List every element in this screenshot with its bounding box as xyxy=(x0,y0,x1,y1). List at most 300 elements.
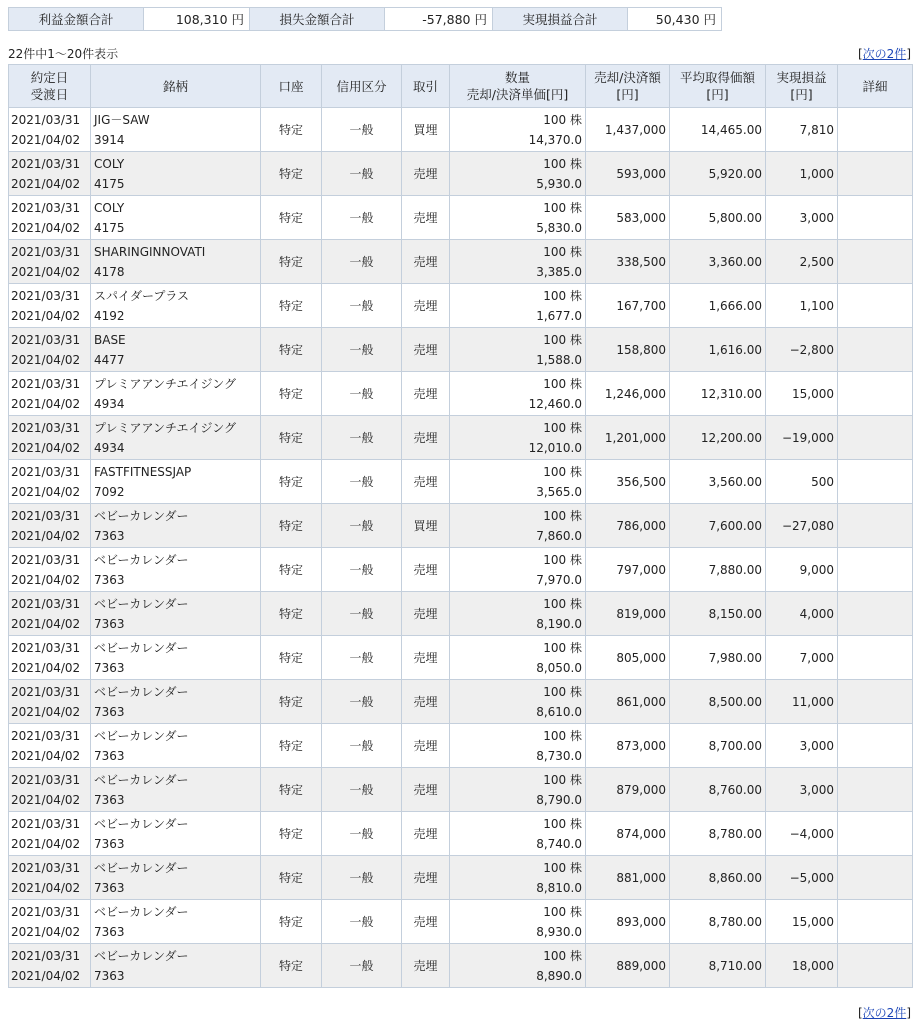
table-row xyxy=(9,372,913,416)
table-row xyxy=(9,328,913,372)
avg-cost-cell: 7,600.00 xyxy=(670,504,766,548)
detail-cell[interactable] xyxy=(838,680,913,724)
quantity: 100 株 xyxy=(543,376,582,391)
quantity: 100 株 xyxy=(543,728,582,743)
stock-name: BASE xyxy=(94,332,126,347)
header-avg xyxy=(670,65,766,108)
detail-cell[interactable] xyxy=(838,944,913,988)
next-page-link[interactable]: 次の2件 xyxy=(862,47,907,61)
unit-price: 1,677.0 xyxy=(536,308,582,323)
settle-date: 2021/04/02 xyxy=(11,132,81,147)
account-cell: 特定 xyxy=(261,900,322,944)
credit-cell: 一般 xyxy=(322,900,402,944)
trade-date: 2021/03/31 xyxy=(11,376,81,391)
realized-pl-cell: −27,080 xyxy=(766,504,838,548)
unit-price: 7,970.0 xyxy=(536,572,582,587)
trade-cell: 売埋 xyxy=(402,328,450,372)
name-cell xyxy=(91,592,261,636)
header-amount-line2: [円] xyxy=(616,87,639,102)
bracket-open: [ xyxy=(857,47,863,61)
unit-price: 14,370.0 xyxy=(528,132,582,147)
avg-cost-cell: 14,465.00 xyxy=(670,108,766,152)
quantity: 100 株 xyxy=(543,244,582,259)
quantity: 100 株 xyxy=(543,420,582,435)
quantity: 100 株 xyxy=(543,112,582,127)
avg-cost-cell: 8,150.00 xyxy=(670,592,766,636)
date-cell xyxy=(9,944,91,988)
bracket-close: ] xyxy=(906,1006,911,1020)
account-cell: 特定 xyxy=(261,636,322,680)
header-avg-line1: 平均取得価額 xyxy=(679,70,755,85)
trade-cell: 買埋 xyxy=(402,108,450,152)
header-credit: 信用区分 xyxy=(322,65,402,108)
detail-cell[interactable] xyxy=(838,152,913,196)
trade-date: 2021/03/31 xyxy=(11,684,81,699)
quantity: 100 株 xyxy=(543,772,582,787)
quantity: 100 株 xyxy=(543,948,582,963)
realized-pl-cell: −5,000 xyxy=(766,856,838,900)
stock-name: ベビーカレンダー xyxy=(94,596,189,611)
stock-code: 7092 xyxy=(94,484,125,499)
account-cell: 特定 xyxy=(261,108,322,152)
table-row xyxy=(9,680,913,724)
amount-cell: 805,000 xyxy=(586,636,670,680)
settle-date: 2021/04/02 xyxy=(11,528,81,543)
settle-date: 2021/04/02 xyxy=(11,616,81,631)
realized-pl-cell: 15,000 xyxy=(766,372,838,416)
realized-total-label: 実現損益合計 xyxy=(493,8,628,31)
avg-cost-cell: 8,500.00 xyxy=(670,680,766,724)
pagination-bottom xyxy=(858,1004,911,1021)
name-cell xyxy=(91,196,261,240)
qty-cell xyxy=(450,944,586,988)
trade-history-table xyxy=(8,64,913,988)
settle-date: 2021/04/02 xyxy=(11,308,81,323)
name-cell xyxy=(91,680,261,724)
stock-code: 7363 xyxy=(94,572,125,587)
amount-cell: 889,000 xyxy=(586,944,670,988)
trade-date: 2021/03/31 xyxy=(11,860,81,875)
avg-cost-cell: 7,980.00 xyxy=(670,636,766,680)
date-cell xyxy=(9,416,91,460)
credit-cell: 一般 xyxy=(322,284,402,328)
settle-date: 2021/04/02 xyxy=(11,220,81,235)
qty-cell xyxy=(450,592,586,636)
unit-price: 5,830.0 xyxy=(536,220,582,235)
date-cell xyxy=(9,768,91,812)
stock-code: 7363 xyxy=(94,528,125,543)
settle-date: 2021/04/02 xyxy=(11,792,81,807)
qty-cell xyxy=(450,504,586,548)
trade-cell: 売埋 xyxy=(402,284,450,328)
realized-pl-cell: 7,810 xyxy=(766,108,838,152)
date-cell xyxy=(9,548,91,592)
bracket-open: [ xyxy=(857,1006,863,1020)
loss-total-label: 損失金額合計 xyxy=(250,8,385,31)
detail-cell[interactable] xyxy=(838,812,913,856)
realized-pl-cell: 1,100 xyxy=(766,284,838,328)
realized-pl-cell: 15,000 xyxy=(766,900,838,944)
credit-cell: 一般 xyxy=(322,724,402,768)
avg-cost-cell: 8,860.00 xyxy=(670,856,766,900)
amount-cell: 1,201,000 xyxy=(586,416,670,460)
header-pl-line1: 実現損益 xyxy=(776,70,827,85)
quantity: 100 株 xyxy=(543,904,582,919)
settle-date: 2021/04/02 xyxy=(11,176,81,191)
credit-cell: 一般 xyxy=(322,416,402,460)
amount-cell: 158,800 xyxy=(586,328,670,372)
unit-price: 1,588.0 xyxy=(536,352,582,367)
unit-price: 12,460.0 xyxy=(528,396,582,411)
trade-date: 2021/03/31 xyxy=(11,772,81,787)
name-cell xyxy=(91,240,261,284)
credit-cell: 一般 xyxy=(322,592,402,636)
quantity: 100 株 xyxy=(543,816,582,831)
avg-cost-cell: 5,800.00 xyxy=(670,196,766,240)
loss-total-value: -57,880 円 xyxy=(385,8,493,31)
trade-cell: 売埋 xyxy=(402,856,450,900)
date-cell xyxy=(9,372,91,416)
trade-date: 2021/03/31 xyxy=(11,816,81,831)
date-cell xyxy=(9,724,91,768)
quantity: 100 株 xyxy=(543,508,582,523)
quantity: 100 株 xyxy=(543,332,582,347)
qty-cell xyxy=(450,108,586,152)
account-cell: 特定 xyxy=(261,196,322,240)
name-cell xyxy=(91,416,261,460)
amount-cell: 819,000 xyxy=(586,592,670,636)
profit-total-value: 108,310 円 xyxy=(144,8,250,31)
stock-code: 7363 xyxy=(94,968,125,983)
date-cell xyxy=(9,152,91,196)
stock-name: プレミアアンチエイジング xyxy=(94,420,237,435)
realized-pl-cell: −19,000 xyxy=(766,416,838,460)
name-cell xyxy=(91,856,261,900)
stock-name: ベビーカレンダー xyxy=(94,684,189,699)
date-cell xyxy=(9,284,91,328)
quantity: 100 株 xyxy=(543,464,582,479)
account-cell: 特定 xyxy=(261,416,322,460)
stock-code: 4192 xyxy=(94,308,125,323)
settle-date: 2021/04/02 xyxy=(11,396,81,411)
date-cell xyxy=(9,504,91,548)
realized-pl-cell: 500 xyxy=(766,460,838,504)
trade-date: 2021/03/31 xyxy=(11,332,81,347)
bracket-close: ] xyxy=(906,47,911,61)
header-qty-line2: 売却/決済単価[円] xyxy=(466,87,569,102)
amount-cell: 786,000 xyxy=(586,504,670,548)
realized-pl-cell: 9,000 xyxy=(766,548,838,592)
header-qty-line1: 数量 xyxy=(504,70,530,85)
account-cell: 特定 xyxy=(261,504,322,548)
trade-date: 2021/03/31 xyxy=(11,728,81,743)
settle-date: 2021/04/02 xyxy=(11,264,81,279)
stock-name: ベビーカレンダー xyxy=(94,728,189,743)
table-row xyxy=(9,240,913,284)
name-cell xyxy=(91,460,261,504)
amount-cell: 879,000 xyxy=(586,768,670,812)
account-cell: 特定 xyxy=(261,240,322,284)
unit-price: 8,890.0 xyxy=(536,968,582,983)
amount-cell: 593,000 xyxy=(586,152,670,196)
settle-date: 2021/04/02 xyxy=(11,484,81,499)
stock-code: 4175 xyxy=(94,220,125,235)
trade-date: 2021/03/31 xyxy=(11,508,81,523)
trade-cell: 売埋 xyxy=(402,152,450,196)
date-cell xyxy=(9,636,91,680)
account-cell: 特定 xyxy=(261,548,322,592)
amount-cell: 338,500 xyxy=(586,240,670,284)
detail-cell[interactable] xyxy=(838,372,913,416)
detail-cell[interactable] xyxy=(838,416,913,460)
credit-cell: 一般 xyxy=(322,240,402,284)
qty-cell xyxy=(450,680,586,724)
amount-cell: 893,000 xyxy=(586,900,670,944)
trade-date: 2021/03/31 xyxy=(11,904,81,919)
credit-cell: 一般 xyxy=(322,108,402,152)
detail-cell[interactable] xyxy=(838,460,913,504)
trade-date: 2021/03/31 xyxy=(11,948,81,963)
settle-date: 2021/04/02 xyxy=(11,572,81,587)
date-cell xyxy=(9,108,91,152)
trade-cell: 売埋 xyxy=(402,548,450,592)
stock-code: 7363 xyxy=(94,836,125,851)
table-row xyxy=(9,152,913,196)
pagination-top xyxy=(858,45,911,62)
realized-pl-cell: 18,000 xyxy=(766,944,838,988)
quantity: 100 株 xyxy=(543,200,582,215)
credit-cell: 一般 xyxy=(322,328,402,372)
detail-cell[interactable] xyxy=(838,328,913,372)
amount-cell: 861,000 xyxy=(586,680,670,724)
unit-price: 3,385.0 xyxy=(536,264,582,279)
date-cell xyxy=(9,328,91,372)
stock-code: 7363 xyxy=(94,792,125,807)
detail-cell[interactable] xyxy=(838,900,913,944)
result-count-text: 22件中1～20件表示 xyxy=(8,47,119,61)
amount-cell: 356,500 xyxy=(586,460,670,504)
stock-name: ベビーカレンダー xyxy=(94,772,189,787)
quantity: 100 株 xyxy=(543,288,582,303)
unit-price: 8,810.0 xyxy=(536,880,582,895)
header-name: 銘柄 xyxy=(91,65,261,108)
table-row xyxy=(9,504,913,548)
avg-cost-cell: 1,616.00 xyxy=(670,328,766,372)
detail-cell[interactable] xyxy=(838,592,913,636)
trade-cell: 売埋 xyxy=(402,768,450,812)
name-cell xyxy=(91,284,261,328)
stock-code: 4477 xyxy=(94,352,125,367)
date-cell xyxy=(9,856,91,900)
stock-name: ベビーカレンダー xyxy=(94,904,189,919)
amount-cell: 874,000 xyxy=(586,812,670,856)
stock-code: 7363 xyxy=(94,880,125,895)
header-date xyxy=(9,65,91,108)
detail-cell[interactable] xyxy=(838,636,913,680)
stock-name: ベビーカレンダー xyxy=(94,508,189,523)
credit-cell: 一般 xyxy=(322,460,402,504)
qty-cell xyxy=(450,724,586,768)
stock-name: ベビーカレンダー xyxy=(94,860,189,875)
table-row xyxy=(9,768,913,812)
stock-code: 4175 xyxy=(94,176,125,191)
credit-cell: 一般 xyxy=(322,856,402,900)
name-cell xyxy=(91,812,261,856)
name-cell xyxy=(91,768,261,812)
credit-cell: 一般 xyxy=(322,636,402,680)
quantity: 100 株 xyxy=(543,640,582,655)
qty-cell xyxy=(450,152,586,196)
unit-price: 8,790.0 xyxy=(536,792,582,807)
credit-cell: 一般 xyxy=(322,680,402,724)
avg-cost-cell: 8,760.00 xyxy=(670,768,766,812)
stock-name: COLY xyxy=(94,156,125,171)
header-trade: 取引 xyxy=(402,65,450,108)
realized-pl-cell: 1,000 xyxy=(766,152,838,196)
trade-cell: 売埋 xyxy=(402,592,450,636)
trade-date: 2021/03/31 xyxy=(11,552,81,567)
amount-cell: 881,000 xyxy=(586,856,670,900)
table-row xyxy=(9,416,913,460)
unit-price: 7,860.0 xyxy=(536,528,582,543)
account-cell: 特定 xyxy=(261,680,322,724)
trade-date: 2021/03/31 xyxy=(11,244,81,259)
detail-cell[interactable] xyxy=(838,108,913,152)
stock-code: 7363 xyxy=(94,660,125,675)
amount-cell: 1,246,000 xyxy=(586,372,670,416)
qty-cell xyxy=(450,196,586,240)
stock-code: 7363 xyxy=(94,704,125,719)
trade-cell: 売埋 xyxy=(402,196,450,240)
qty-cell xyxy=(450,372,586,416)
detail-cell[interactable] xyxy=(838,240,913,284)
settle-date: 2021/04/02 xyxy=(11,880,81,895)
avg-cost-cell: 7,880.00 xyxy=(670,548,766,592)
detail-cell[interactable] xyxy=(838,724,913,768)
settle-date: 2021/04/02 xyxy=(11,924,81,939)
header-settle-date: 受渡日 xyxy=(30,87,69,102)
trade-cell: 買埋 xyxy=(402,504,450,548)
qty-cell xyxy=(450,284,586,328)
stock-name: SHARINGINNOVATI xyxy=(94,244,206,259)
stock-code: 4934 xyxy=(94,396,125,411)
date-cell xyxy=(9,812,91,856)
trade-date: 2021/03/31 xyxy=(11,640,81,655)
date-cell xyxy=(9,196,91,240)
unit-price: 8,930.0 xyxy=(536,924,582,939)
trade-date: 2021/03/31 xyxy=(11,596,81,611)
account-cell: 特定 xyxy=(261,768,322,812)
credit-cell: 一般 xyxy=(322,152,402,196)
settle-date: 2021/04/02 xyxy=(11,748,81,763)
next-page-link[interactable]: 次の2件 xyxy=(862,1006,907,1020)
qty-cell xyxy=(450,460,586,504)
stock-code: 3914 xyxy=(94,132,125,147)
trade-date: 2021/03/31 xyxy=(11,112,81,127)
header-account: 口座 xyxy=(261,65,322,108)
trade-date: 2021/03/31 xyxy=(11,200,81,215)
realized-pl-cell: 4,000 xyxy=(766,592,838,636)
realized-pl-cell: 2,500 xyxy=(766,240,838,284)
settle-date: 2021/04/02 xyxy=(11,704,81,719)
date-cell xyxy=(9,680,91,724)
account-cell: 特定 xyxy=(261,812,322,856)
account-cell: 特定 xyxy=(261,460,322,504)
qty-cell xyxy=(450,548,586,592)
avg-cost-cell: 1,666.00 xyxy=(670,284,766,328)
table-row xyxy=(9,900,913,944)
trade-date: 2021/03/31 xyxy=(11,156,81,171)
avg-cost-cell: 12,200.00 xyxy=(670,416,766,460)
name-cell xyxy=(91,328,261,372)
table-row xyxy=(9,856,913,900)
avg-cost-cell: 5,920.00 xyxy=(670,152,766,196)
qty-cell xyxy=(450,636,586,680)
unit-price: 8,610.0 xyxy=(536,704,582,719)
avg-cost-cell: 8,700.00 xyxy=(670,724,766,768)
realized-pl-cell: −2,800 xyxy=(766,328,838,372)
account-cell: 特定 xyxy=(261,372,322,416)
credit-cell: 一般 xyxy=(322,372,402,416)
avg-cost-cell: 12,310.00 xyxy=(670,372,766,416)
profit-total-label: 利益金額合計 xyxy=(9,8,144,31)
stock-name: スパイダープラス xyxy=(94,288,190,303)
qty-cell xyxy=(450,856,586,900)
detail-cell[interactable] xyxy=(838,768,913,812)
amount-cell: 167,700 xyxy=(586,284,670,328)
account-cell: 特定 xyxy=(261,856,322,900)
settle-date: 2021/04/02 xyxy=(11,836,81,851)
name-cell xyxy=(91,108,261,152)
table-row xyxy=(9,944,913,988)
amount-cell: 1,437,000 xyxy=(586,108,670,152)
detail-cell[interactable] xyxy=(838,196,913,240)
trade-cell: 売埋 xyxy=(402,416,450,460)
detail-cell[interactable] xyxy=(838,504,913,548)
header-qty xyxy=(450,65,586,108)
name-cell xyxy=(91,548,261,592)
realized-pl-cell: −4,000 xyxy=(766,812,838,856)
amount-cell: 583,000 xyxy=(586,196,670,240)
table-row xyxy=(9,592,913,636)
table-row xyxy=(9,108,913,152)
qty-cell xyxy=(450,900,586,944)
trade-cell: 売埋 xyxy=(402,240,450,284)
summary-row xyxy=(9,8,722,31)
stock-name: COLY xyxy=(94,200,125,215)
credit-cell: 一般 xyxy=(322,504,402,548)
detail-cell[interactable] xyxy=(838,284,913,328)
qty-cell xyxy=(450,240,586,284)
name-cell xyxy=(91,724,261,768)
account-cell: 特定 xyxy=(261,284,322,328)
stock-name: ベビーカレンダー xyxy=(94,948,189,963)
detail-cell[interactable] xyxy=(838,856,913,900)
name-cell xyxy=(91,944,261,988)
stock-name: FASTFITNESSJAP xyxy=(94,464,192,479)
table-row xyxy=(9,636,913,680)
stock-name: ベビーカレンダー xyxy=(94,640,189,655)
table-row xyxy=(9,724,913,768)
realized-pl-cell: 3,000 xyxy=(766,768,838,812)
amount-cell: 797,000 xyxy=(586,548,670,592)
realized-total-value: 50,430 円 xyxy=(628,8,722,31)
detail-cell[interactable] xyxy=(838,548,913,592)
header-detail: 詳細 xyxy=(838,65,913,108)
unit-price: 12,010.0 xyxy=(528,440,582,455)
amount-cell: 873,000 xyxy=(586,724,670,768)
trade-cell: 売埋 xyxy=(402,460,450,504)
